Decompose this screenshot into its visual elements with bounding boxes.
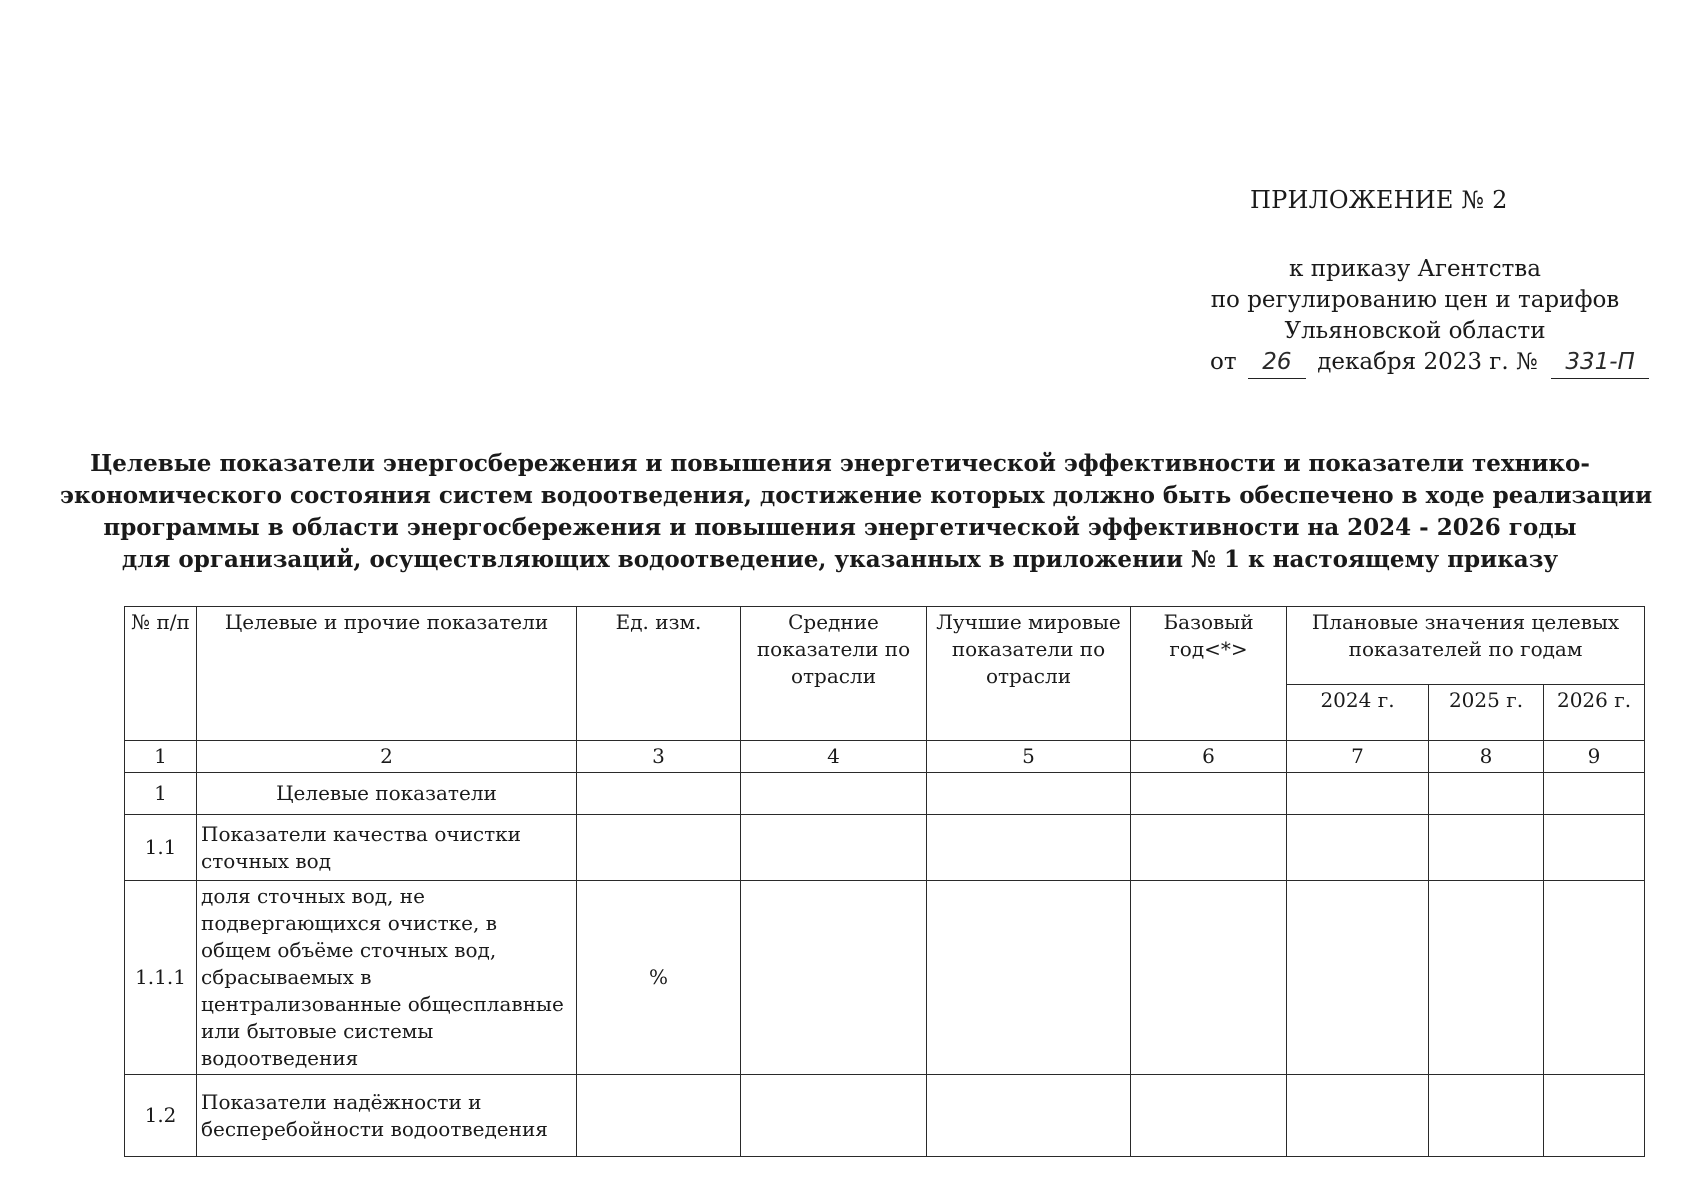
row-number: 1.1.1 (125, 881, 197, 1075)
row-cell (741, 1075, 927, 1157)
row-cell (927, 815, 1131, 881)
date-prefix: от (1210, 349, 1237, 375)
column-number-row (125, 741, 1645, 773)
column-number: 4 (741, 741, 927, 773)
row-cell (1429, 881, 1544, 1075)
row-indicator: Целевые показатели (197, 773, 577, 815)
row-unit (577, 815, 741, 881)
row-number: 1 (125, 773, 197, 815)
date-middle: декабря 2023 г. № (1317, 349, 1538, 375)
title-line: для организаций, осуществляющих водоотведение, указанных в приложении № 1 к настоящему приказу (121, 546, 1559, 573)
title-line: экономического состояния систем водоотведения, достижение которых должно быть обеспечено в ходе реализации (60, 482, 1653, 509)
row-cell (1287, 773, 1429, 815)
header-year-2025: 2025 г. (1429, 685, 1544, 741)
header-unit: Ед. изм. (577, 607, 741, 741)
row-cell (1544, 881, 1645, 1075)
row-cell (1131, 1075, 1287, 1157)
row-number: 1.1 (125, 815, 197, 881)
row-cell (741, 815, 927, 881)
header-plan: Плановые значения целевых показателей по годам (1287, 607, 1645, 685)
row-cell (741, 881, 927, 1075)
row-unit (577, 1075, 741, 1157)
row-indicator: доля сточных вод, не подвергающихся очистке, в общем объёме сточных вод, сбрасываемых в централизованные общесплавные или бытовые системы водоотведения (197, 881, 577, 1075)
row-cell (1544, 773, 1645, 815)
column-number: 9 (1544, 741, 1645, 773)
header-num: № п/п (125, 607, 197, 741)
row-cell (1287, 881, 1429, 1075)
row-number: 1.2 (125, 1075, 197, 1157)
header-average: Средние показатели по отрасли (741, 607, 927, 741)
row-cell (927, 881, 1131, 1075)
row-cell (1429, 1075, 1544, 1157)
row-cell (741, 773, 927, 815)
indicators-table (124, 606, 1645, 1157)
table-row (125, 815, 1645, 881)
annex-reference (1180, 254, 1650, 379)
column-number: 3 (577, 741, 741, 773)
annex-title: ПРИЛОЖЕНИЕ № 2 (1250, 186, 1508, 214)
row-indicator: Показатели надёжности и бесперебойности водоотведения (197, 1075, 577, 1157)
document-title (60, 448, 1653, 576)
column-number: 7 (1287, 741, 1429, 773)
annex-line: к приказу Агентства (1289, 256, 1541, 282)
annex-line: Ульяновской области (1284, 318, 1546, 344)
annex-line: по регулированию цен и тарифов (1210, 287, 1620, 313)
column-number: 5 (927, 741, 1131, 773)
row-cell (1544, 1075, 1645, 1157)
row-cell (1131, 881, 1287, 1075)
row-cell (927, 1075, 1131, 1157)
row-unit (577, 773, 741, 815)
row-cell (927, 773, 1131, 815)
table-row (125, 773, 1645, 815)
row-cell (1429, 773, 1544, 815)
row-cell (1131, 815, 1287, 881)
header-best: Лучшие мировые показатели по отрасли (927, 607, 1131, 741)
header-year-2024: 2024 г. (1287, 685, 1429, 741)
header-indicator: Целевые и прочие показатели (197, 607, 577, 741)
row-cell (1287, 815, 1429, 881)
handwritten-day: 26 (1248, 347, 1306, 379)
table-row (125, 881, 1645, 1075)
header-year-2026: 2026 г. (1544, 685, 1645, 741)
table-row (125, 1075, 1645, 1157)
row-cell (1544, 815, 1645, 881)
title-line: программы в области энергосбережения и повышения энергетической эффективности на 2024 - 2026 годы (103, 514, 1577, 541)
row-cell (1287, 1075, 1429, 1157)
annex-date-line (1180, 347, 1650, 379)
header-base-year: Базовый год<*> (1131, 607, 1287, 741)
row-unit: % (577, 881, 741, 1075)
column-number: 1 (125, 741, 197, 773)
row-cell (1429, 815, 1544, 881)
handwritten-order-number: 331-П (1551, 347, 1649, 379)
column-number: 6 (1131, 741, 1287, 773)
row-indicator: Показатели качества очистки сточных вод (197, 815, 577, 881)
column-number: 8 (1429, 741, 1544, 773)
row-cell (1131, 773, 1287, 815)
column-number: 2 (197, 741, 577, 773)
title-line: Целевые показатели энергосбережения и повышения энергетической эффективности и показатели технико- (90, 450, 1590, 477)
